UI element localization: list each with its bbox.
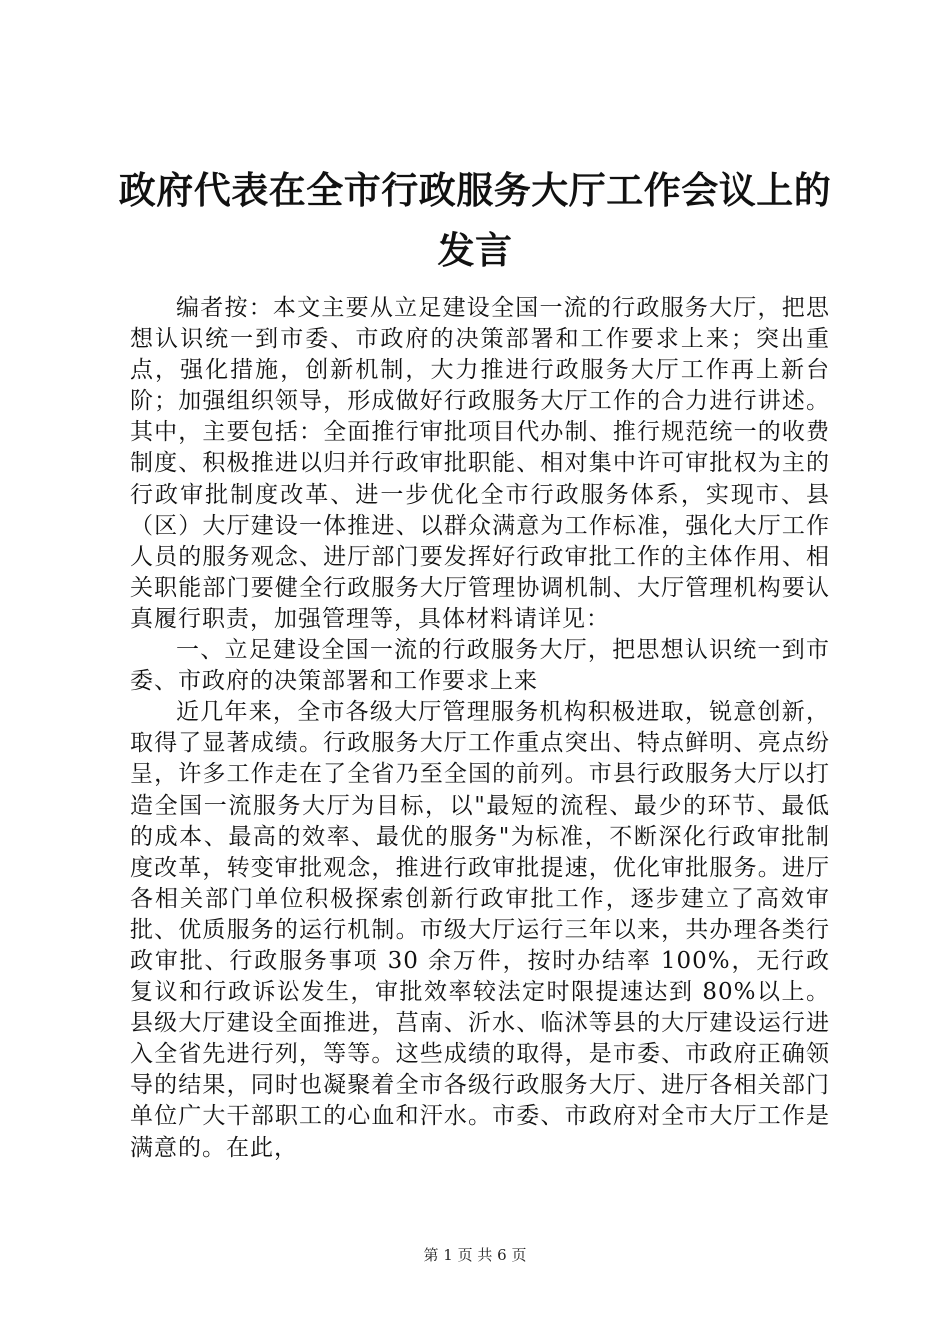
document-body bbox=[130, 293, 830, 1164]
document-title: 政府代表在全市行政服务大厅工作会议上的发言 bbox=[118, 168, 832, 272]
page-footer: 第 1 页 共 6 页 bbox=[423, 1246, 527, 1264]
section-heading-1: 一、立足建设全国一流的行政服务大厅，把思想认识统一到市委、市政府的决策部署和工作要求上来 bbox=[130, 637, 830, 695]
body-paragraph: 近几年来，全市各级大厅管理服务机构积极进取，锐意创新，取得了显著成绩。行政服务大厅工作重点突出、特点鲜明、亮点纷呈，许多工作走在了全省乃至全国的前列。市县行政服务大厅以打造全国一流服务大厅为目标，以"最短的流程、最少的环节、最低的成本、最高的效率、最优的服务"为标准，不断深化行政审批制度改革，转变审批观念，推进行政审批提速，优化审批服务。进厅各相关部门单位积极探索创新行政审批工作，逐步建立了高效审批、优质服务的运行机制。市级大厅运行三年以来，共办理各类行政审批、行政服务事项 30 余万件，按时办结率 100%，无行政复议和行政诉讼发生，审批效率较法定时限提速达到 80%以上。县级大厅建设全面推进，莒南、沂水、临沭等县的大厅建设运行进入全省先进行列，等等。这些成绩的取得，是市委、市政府正确领导的结果，同时也凝聚着全市各级行政服务大厅、进厅各相关部门单位广大干部职工的心血和汗水。市委、市政府对全市大厅工作是满意的。在此， bbox=[130, 699, 830, 1161]
editor-note-paragraph: 编者按：本文主要从立足建设全国一流的行政服务大厅，把思想认识统一到市委、市政府的决策部署和工作要求上来；突出重点，强化措施，创新机制，大力推进行政服务大厅工作再上新台阶；加强组织领导，形成做好行政服务大厅工作的合力进行讲述。其中，主要包括：全面推行审批项目代办制、推行规范统一的收费制度、积极推进以归并行政审批职能、相对集中许可审批权为主的行政审批制度改革、进一步优化全市行政服务体系，实现市、县（区）大厅建设一体推进、以群众满意为工作标准，强化大厅工作人员的服务观念、进厅部门要发挥好行政审批工作的主体作用、相关职能部门要健全行政服务大厅管理协调机制、大厅管理机构要认真履行职责，加强管理等，具体材料请详见： bbox=[130, 295, 830, 632]
